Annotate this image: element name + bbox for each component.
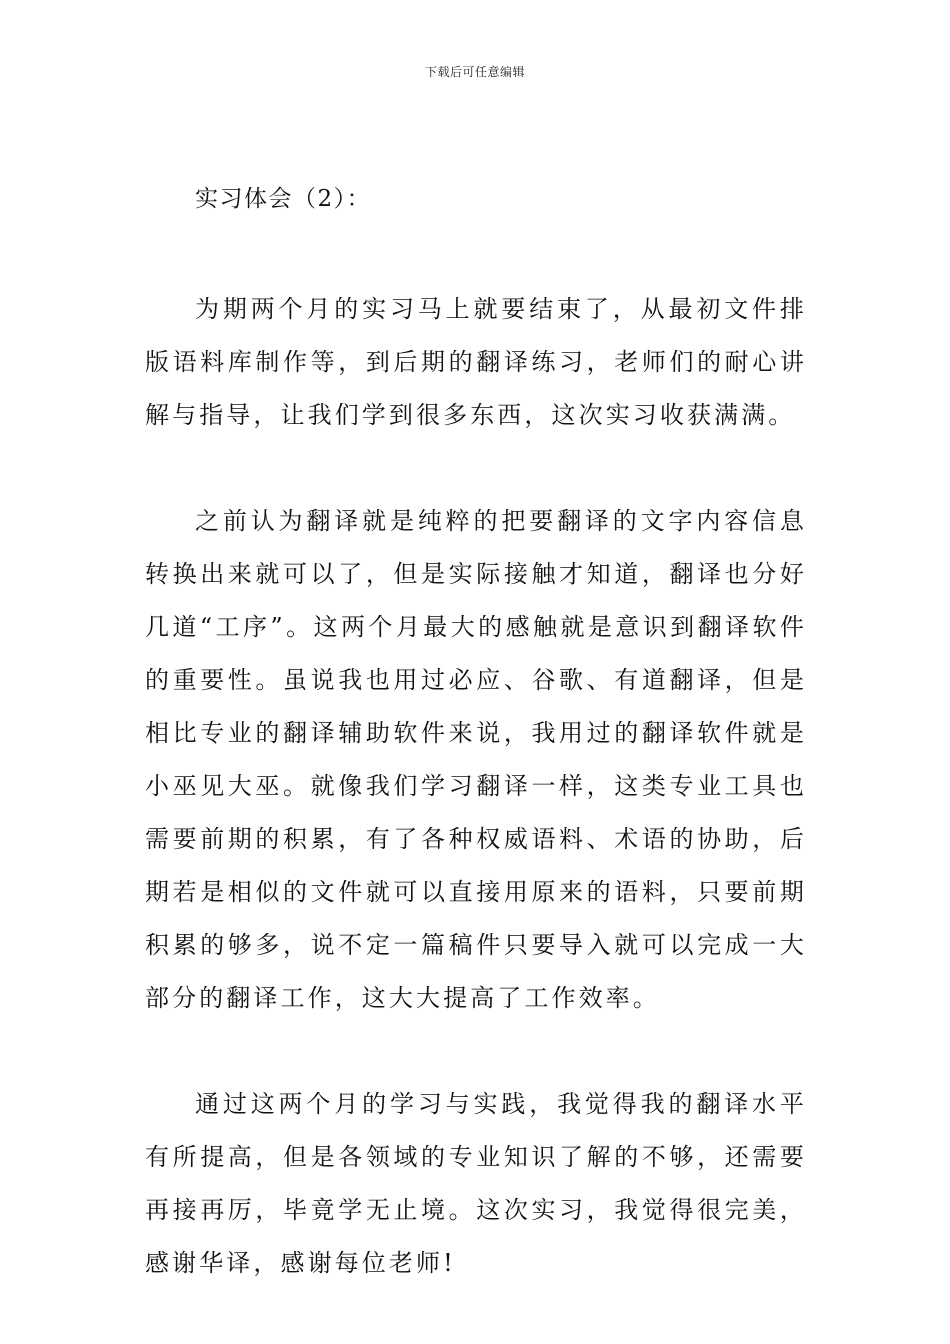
section-title: 实习体会（2）： [195,186,372,212]
paragraph-2: 之前认为翻译就是纯粹的把要翻译的文字内容信息转换出来就可以了，但是实际接触才知道，翻译也分好几道“工序”。这两个月最大的感触就是意识到翻译软件的重要性。虽说我也用过必应、谷歌、有道翻译，但是相比专业的翻译辅助软件来说，我用过的翻译软件就是小巫见大巫。就像我们学习翻译一样，这类专业工具也需要前期的积累，有了各种权威语料、术语的协助，后期若是相似的文件就可以直接用原来的语料，只要前期积累的够多，说不定一篇稿件只要导入就可以完成一大部分的翻译工作，这大大提高了工作效率。 [145,507,807,1012]
paragraph-3: 通过这两个月的学习与实践，我觉得我的翻译水平有所提高，但是各领域的专业知识了解的不够，还需要再接再厉，毕竟学无止境。这次实习，我觉得很完美，感谢华译，感谢每位老师! [145,1090,807,1277]
page-header-note: 下载后可任意编辑 [424,65,525,79]
paragraph-1: 为期两个月的实习马上就要结束了，从最初文件排版语料库制作等，到后期的翻译练习，老师们的耐心讲解与指导，让我们学到很多东西，这次实习收获满满。 [145,295,807,429]
document-body [145,181,807,1343]
